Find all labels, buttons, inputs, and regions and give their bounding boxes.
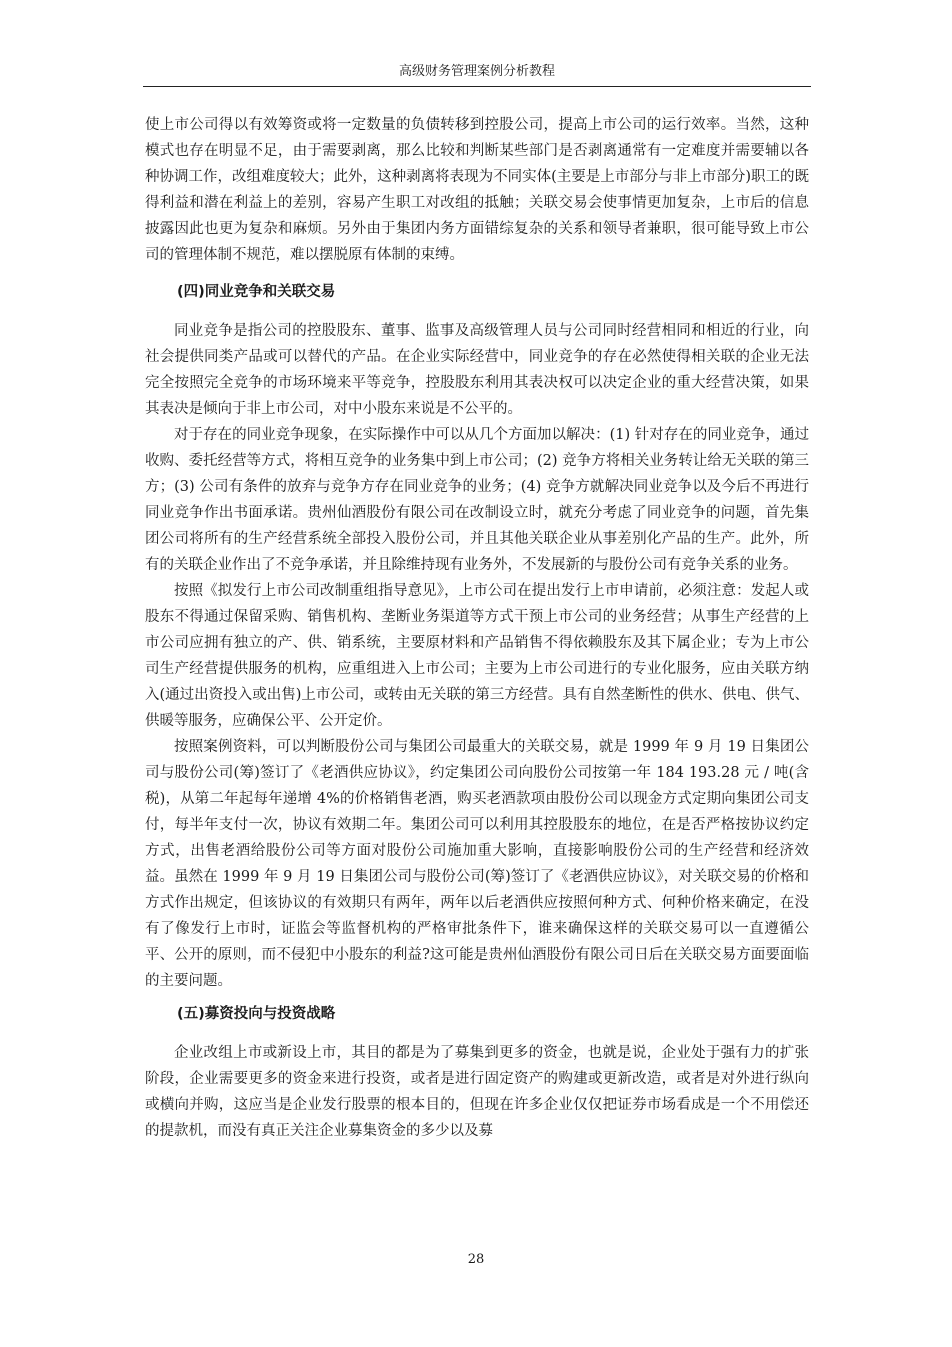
paragraph: 按照《拟发行上市公司改制重组指导意见》，上市公司在提出发行上市申请前，必须注意：发起人或股东不得通过保留采购、销售机构、垄断业务渠道等方式干预上市公司的业务经营；从事生产经营的上市公司应拥有独立的产、供、销系统，主要原材料和产品销售不得依赖股东及其下属企业；专为上市公司生产经营提供服务的机构，应重组进入上市公司；主要为上市公司进行的专业化服务，应由关联方纳入(通过出资投入或出售)上市公司，或转由无关联的第三方经营。具有自然垄断性的供水、供电、供气、供暖等服务，应确保公平、公开定价。 (145, 583, 809, 729)
paragraph: 按照案例资料，可以判断股份公司与集团公司最重大的关联交易，就是 1999 年 9 月 19 日集团公司与股份公司(筹)签订了《老酒供应协议》，约定集团公司向股份公司按第一年 184 193.28 元 / 吨(含税)，从第二年起每年递增 4%的价格销售老酒，购买老酒款项由股份公司以现金方式定期向集团公司支付，每半年支付一次，协议有效期二年。集团公司可以利用其控股股东的地位，在是否严格按协议约定方式，出售老酒给股份公司等方面对股份公司施加重大影响，直接影响股份公司的生产经营和经济效益。虽然在 1999 年 9 月 19 日集团公司与股份公司(筹)签订了《老酒供应协议》，对关联交易的价格和方式作出规定，但该协议的有效期只有两年，两年以后老酒供应按照何种方式、何种价格来确定，在没有了像发行上市时，证监会等监督机构的严格审批条件下，谁来确保这样的关联交易可以一直遵循公平、公开的原则，而不侵犯中小股东的利益?这可能是贵州仙酒股份有限公司日后在关联交易方面要面临的主要问题。 (145, 739, 809, 989)
page-number: 28 (467, 1252, 485, 1267)
paragraph: 对于存在的同业竞争现象，在实际操作中可以从几个方面加以解决：(1) 针对存在的同业竞争，通过收购、委托经营等方式，将相互竞争的业务集中到上市公司；(2) 竞争方将相关业务转让给无关联的第三方；(3) 公司有条件的放弃与竞争方存在同业竞争的业务；(4) 竞争方就解决同业竞争以及今后不再进行同业竞争作出书面承诺。贵州仙酒股份有限公司在改制设立时，就充分考虑了同业竞争的问题，首先集团公司将所有的生产经营系统全部投入股份公司，并且其他关联企业从事差别化产品的生产。此外，所有的关联企业作出了不竞争承诺，并且除维持现有业务外，不发展新的与股份公司有竞争关系的业务。 (145, 427, 809, 573)
paragraph: 使上市公司得以有效筹资或将一定数量的负债转移到控股公司，提高上市公司的运行效率。当然，这种模式也存在明显不足，由于需要剥离，那么比较和判断某些部门是否剥离通常有一定难度并需要辅以各种协调工作，改组难度较大；此外，这种剥离将表现为不同实体(主要是上市部分与非上市部分)职工的既得利益和潜在利益上的差别，容易产生职工对改组的抵触；关联交易会使事情更加复杂，上市后的信息披露因此也更为复杂和麻烦。另外由于集团内务方面错综复杂的关系和领导者兼职，很可能导致上市公司的管理体制不规范，难以摆脱原有体制的束缚。 (145, 117, 809, 263)
section-heading: (四)同业竞争和关联交易 (177, 284, 336, 300)
section-heading: (五)募资投向与投资战略 (177, 1006, 336, 1022)
header-rule (143, 86, 811, 87)
paragraph: 企业改组上市或新设上市，其目的都是为了募集到更多的资金，也就是说，企业处于强有力的扩张阶段，企业需要更多的资金来进行投资，或者是进行固定资产的购建或更新改造，或者是对外进行纵向或横向并购，这应当是企业发行股票的根本目的，但现在许多企业仅仅把证券市场看成是一个不用偿还的提款机，而没有真正关注企业募集资金的多少以及募 (145, 1045, 809, 1139)
page-body (145, 112, 809, 1144)
running-header: 高级财务管理案例分析教程 (398, 64, 555, 79)
paragraph: 同业竞争是指公司的控股股东、董事、监事及高级管理人员与公司同时经营相同和相近的行业，向社会提供同类产品或可以替代的产品。在企业实际经营中，同业竞争的存在必然使得相关联的企业无法完全按照完全竞争的市场环境来平等竞争，控股股东利用其表决权可以决定企业的重大经营决策，如果其表决是倾向于非上市公司，对中小股东来说是不公平的。 (145, 323, 809, 417)
